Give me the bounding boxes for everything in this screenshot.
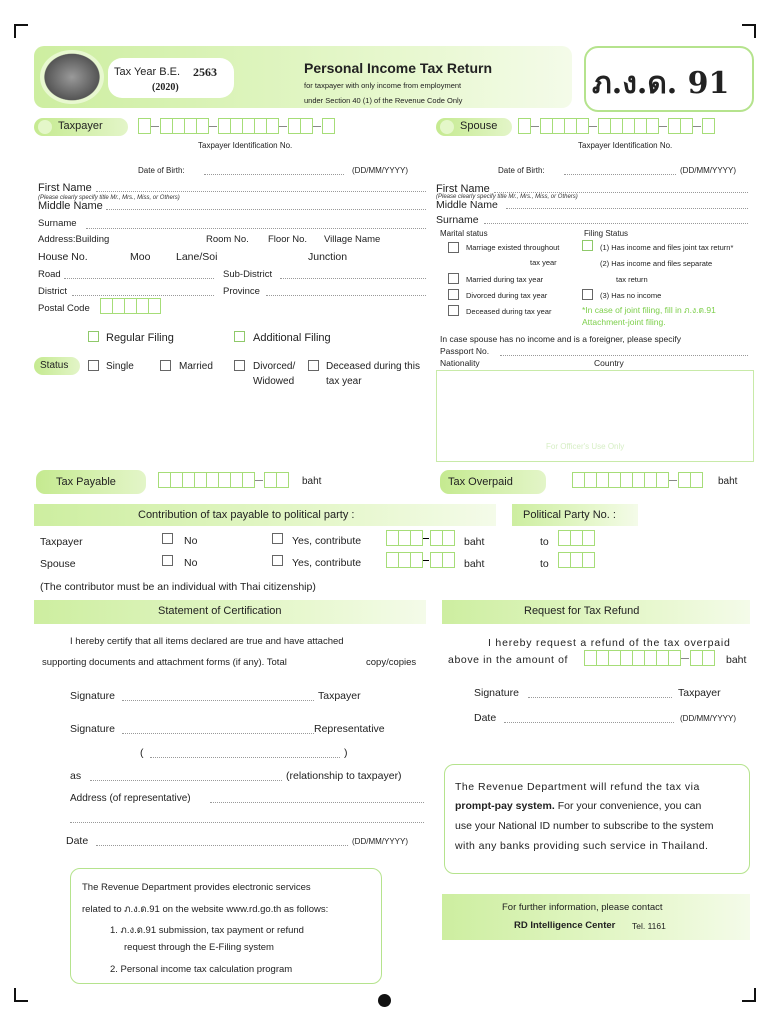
spouse-no-checkbox[interactable]: [162, 555, 173, 566]
additional-filing-label: Additional Filing: [253, 332, 331, 344]
paren-close: ): [344, 747, 348, 759]
tax-payable-boxes[interactable]: [158, 472, 288, 488]
tax-payable-unit: baht: [302, 476, 322, 487]
separate-return-label-2: tax return: [616, 275, 648, 284]
paren-open: (: [140, 747, 144, 759]
promptpay-line-2: [455, 800, 701, 812]
taxpayer-signature-field[interactable]: [122, 700, 314, 701]
taxpayer-surname-field[interactable]: [86, 228, 426, 229]
postal-code-label: Postal Code: [38, 303, 90, 314]
passport-field[interactable]: [500, 355, 748, 356]
subdistrict-field[interactable]: [280, 278, 426, 279]
divorced-widowed-checkbox[interactable]: [234, 360, 245, 371]
page-title: Personal Income Tax Return: [304, 60, 493, 76]
taxpayer-yes-checkbox[interactable]: [272, 533, 283, 544]
no-income-checkbox[interactable]: [582, 289, 593, 300]
taxpayer-surname-label: Surname: [38, 218, 77, 229]
moo-label: Moo: [130, 251, 151, 263]
no-income-label: (3) Has no income: [600, 291, 662, 300]
contact-tel: Tel. 1161: [632, 921, 666, 931]
relationship-label: (relationship to taxpayer): [286, 770, 402, 782]
road-field[interactable]: [64, 278, 214, 279]
district-field[interactable]: [72, 295, 214, 296]
joint-return-label: (1) Has income and files joint tax return*: [600, 243, 734, 252]
eservice-line-1: The Revenue Department provides electronic services: [82, 882, 311, 893]
taxpayer-first-name-label: First Name: [38, 182, 92, 194]
room-no-label: Room No.: [206, 234, 249, 245]
registration-dot: [378, 994, 391, 1007]
tax-overpaid-boxes[interactable]: [572, 472, 702, 488]
regular-filing-label: Regular Filing: [106, 332, 174, 344]
nationality-label: Nationality: [440, 358, 480, 368]
contribution-spouse-label: Spouse: [40, 558, 76, 570]
contributor-note: (The contributor must be an individual with Thai citizenship): [40, 581, 316, 593]
joint-filing-note-1: *In case of joint filing, fill in ภ.ง.ด.91: [582, 305, 716, 315]
refund-title: Request for Tax Refund: [524, 605, 640, 617]
taxpayer-middle-name-label: Middle Name: [38, 200, 103, 212]
divorced-during-year-checkbox[interactable]: [448, 289, 459, 300]
taxpayer-tin-boxes[interactable]: [138, 118, 334, 134]
divorced-label: Divorced/: [253, 361, 296, 372]
certification-line-1: I hereby certify that all items declared are true and have attached: [70, 636, 344, 647]
refund-unit: baht: [726, 654, 747, 666]
spouse-no-label: No: [184, 557, 198, 569]
marital-status-heading: Marital status: [440, 229, 488, 238]
road-label: Road: [38, 269, 61, 280]
taxpayer-yes-label: Yes, contribute: [292, 535, 362, 547]
revenue-department-emblem: [40, 50, 104, 104]
page-subtitle-2: under Section 40 (1) of the Revenue Code Only: [304, 96, 463, 105]
refund-signature-field[interactable]: [528, 697, 672, 698]
additional-filing-checkbox[interactable]: [234, 331, 245, 342]
single-checkbox[interactable]: [88, 360, 99, 371]
refund-date-format: (DD/MM/YYYY): [680, 714, 736, 723]
refund-date-field[interactable]: [504, 722, 674, 723]
marriage-existed-label: Marriage existed throughout: [466, 243, 560, 252]
spouse-dob-label: Date of Birth:: [498, 166, 545, 175]
spouse-surname-label: Surname: [436, 214, 479, 226]
address-building-label: Address:Building: [38, 234, 110, 245]
promptpay-line-1: The Revenue Department will refund the tax via: [455, 781, 700, 793]
spouse-yes-label: Yes, contribute: [292, 557, 362, 569]
representative-address-field[interactable]: [210, 802, 424, 803]
taxpayer-no-label: No: [184, 535, 198, 547]
house-no-label: House No.: [38, 251, 88, 263]
contribution-taxpayer-label: Taxpayer: [40, 536, 83, 548]
spouse-contribution-unit: baht: [464, 558, 485, 570]
spouse-to-label: to: [540, 558, 549, 570]
representative-address-field-2[interactable]: [70, 822, 424, 823]
as-label: as: [70, 770, 82, 782]
contact-line-1: For further information, please contact: [502, 902, 663, 913]
spouse-contribution-boxes[interactable]: [386, 552, 454, 568]
corner-mark-br: [742, 988, 756, 1002]
spouse-first-name-label: First Name: [436, 183, 490, 195]
page-subtitle-1: for taxpayer with only income from employment: [304, 81, 462, 90]
date-label: Date: [66, 835, 89, 847]
spouse-surname-field[interactable]: [484, 223, 748, 224]
passport-label: Passport No.: [440, 346, 490, 356]
spouse-dob-format: (DD/MM/YYYY): [680, 166, 736, 175]
taxpayer-dob-label: Date of Birth:: [138, 166, 185, 175]
refund-line-2: above in the amount of: [448, 654, 569, 666]
village-name-label: Village Name: [324, 234, 381, 245]
taxpayer-middle-name-field[interactable]: [106, 209, 426, 210]
refund-date-label: Date: [474, 712, 497, 724]
province-label: Province: [223, 286, 260, 297]
certification-line-2: supporting documents and attachment forms (if any). Total: [42, 657, 287, 668]
eservice-line-4: request through the E-Filing system: [124, 942, 274, 953]
marriage-existed-checkbox[interactable]: [448, 242, 459, 253]
country-label: Country: [594, 358, 624, 368]
deceased-label-2: tax year: [326, 376, 362, 387]
corner-mark-tr: [742, 24, 756, 38]
representative-signature-field[interactable]: [122, 733, 314, 734]
widowed-label: Widowed: [253, 376, 295, 387]
taxpayer-dob-field[interactable]: [204, 174, 344, 175]
married-during-year-label: Married during tax year: [466, 275, 544, 284]
regular-filing-checkbox[interactable]: [88, 331, 99, 342]
spouse-yes-checkbox[interactable]: [272, 555, 283, 566]
promptpay-line-3: use your National ID number to subscribe to the system: [455, 820, 714, 832]
contribution-title: Contribution of tax payable to political party :: [138, 509, 355, 521]
spouse-label-text: Spouse: [460, 120, 498, 132]
promptpay-bold: prompt-pay system.: [455, 800, 555, 812]
married-label: Married: [179, 361, 213, 372]
taxpayer-dob-format: (DD/MM/YYYY): [352, 166, 408, 175]
spouse-dob-field[interactable]: [564, 174, 676, 175]
taxpayer-label-text: Taxpayer: [58, 120, 103, 132]
representative-name-field[interactable]: [150, 757, 340, 758]
taxpayer-to-label: to: [540, 536, 549, 548]
married-during-year-checkbox[interactable]: [448, 273, 459, 284]
separate-return-label: (2) Has income and files separate: [600, 259, 713, 268]
tax-payable-label: Tax Payable: [36, 470, 146, 494]
taxpayer-first-name-field[interactable]: [96, 191, 426, 192]
spouse-first-name-field[interactable]: [494, 192, 748, 193]
taxpayer-contribution-boxes[interactable]: [386, 530, 454, 546]
filing-status-heading: Filing Status: [584, 229, 629, 238]
signature-representative-label: Representative: [314, 723, 385, 735]
married-checkbox[interactable]: [160, 360, 171, 371]
foreigner-note: In case spouse has no income and is a foreigner, please specify: [440, 334, 681, 344]
junction-label: Junction: [308, 251, 348, 263]
lane-soi-label: Lane/Soi: [176, 251, 218, 263]
marriage-existed-label-2: tax year: [530, 258, 557, 267]
refund-amount-boxes[interactable]: [584, 650, 714, 666]
party-label: Political Party No. :: [523, 509, 616, 521]
certification-title: Statement of Certification: [158, 605, 282, 617]
refund-taxpayer-label: Taxpayer: [678, 687, 721, 699]
spouse-middle-name-label: Middle Name: [436, 199, 498, 211]
eservice-line-2: related to ภ.ง.ด.91 on the website www.rd.go.th as follows:: [82, 904, 329, 915]
copies-label: copy/copies: [366, 657, 417, 668]
bullet-icon: [38, 120, 52, 134]
contact-bar: [442, 894, 750, 940]
tax-overpaid-label: Tax Overpaid: [440, 470, 546, 494]
promptpay-line-4: with any banks providing such service in Thailand.: [455, 840, 709, 852]
tax-year-be: 2563: [193, 65, 217, 79]
deceased-checkbox[interactable]: [308, 360, 319, 371]
taxpayer-no-checkbox[interactable]: [162, 533, 173, 544]
spouse-tin-label: Taxpayer Identification No.: [578, 141, 673, 150]
corner-mark-tl: [14, 24, 28, 38]
joint-filing-note-2: Attachment-joint filing.: [582, 317, 666, 327]
certification-date-field[interactable]: [96, 845, 348, 846]
spouse-middle-name-field[interactable]: [506, 208, 748, 209]
subdistrict-label: Sub-District: [223, 269, 273, 280]
eservice-line-3: 1. ภ.ง.ด.91 submission, tax payment or refund: [110, 925, 304, 936]
status-label: Status: [34, 357, 80, 375]
deceased-during-year-checkbox[interactable]: [448, 305, 459, 316]
postal-code-boxes[interactable]: [100, 298, 160, 314]
promptpay-line-2-rest: For your convenience, you can: [554, 800, 702, 812]
spouse-name-note: (Please clearly specify title Mr., Mrs., Miss, or Others): [436, 194, 578, 200]
corner-mark-bl: [14, 988, 28, 1002]
date-format: (DD/MM/YYYY): [352, 837, 408, 846]
bullet-icon: [440, 120, 454, 134]
spouse-party-boxes[interactable]: [558, 552, 594, 568]
eservice-line-5: 2. Personal income tax calculation program: [110, 964, 293, 975]
taxpayer-tin-label: Taxpayer Identification No.: [198, 141, 293, 150]
signature-taxpayer-label: Taxpayer: [318, 690, 361, 702]
taxpayer-name-note: (Please clearly specify title Mr., Mrs., Miss, or Others): [38, 195, 180, 201]
signature-label-2: Signature: [70, 723, 115, 735]
single-label: Single: [106, 361, 134, 372]
taxpayer-party-boxes[interactable]: [558, 530, 594, 546]
deceased-label: Deceased during this: [326, 361, 420, 372]
representative-address-label: Address (of representative): [70, 793, 191, 804]
taxpayer-contribution-unit: baht: [464, 536, 485, 548]
refund-signature-label: Signature: [474, 687, 519, 699]
form-code: ภ.ง.ด. 91: [592, 66, 730, 101]
spouse-tin-boxes[interactable]: [518, 118, 714, 134]
tax-overpaid-unit: baht: [718, 476, 738, 487]
refund-line-1: I hereby request a refund of the tax overpaid: [488, 637, 731, 649]
province-field[interactable]: [266, 295, 426, 296]
floor-no-label: Floor No.: [268, 234, 308, 245]
tax-year-label: Tax Year B.E.: [114, 66, 181, 78]
district-label: District: [38, 286, 68, 297]
tax-year-ce: (2020): [152, 82, 179, 93]
relationship-field[interactable]: [90, 780, 282, 781]
deceased-during-year-label: Deceased during tax year: [466, 307, 552, 316]
signature-label-1: Signature: [70, 690, 115, 702]
contact-center: RD Intelligence Center: [514, 920, 616, 931]
joint-return-checkbox[interactable]: [582, 240, 593, 251]
divorced-during-year-label: Divorced during tax year: [466, 291, 548, 300]
officer-use-label: For Officer's Use Only: [546, 442, 625, 451]
